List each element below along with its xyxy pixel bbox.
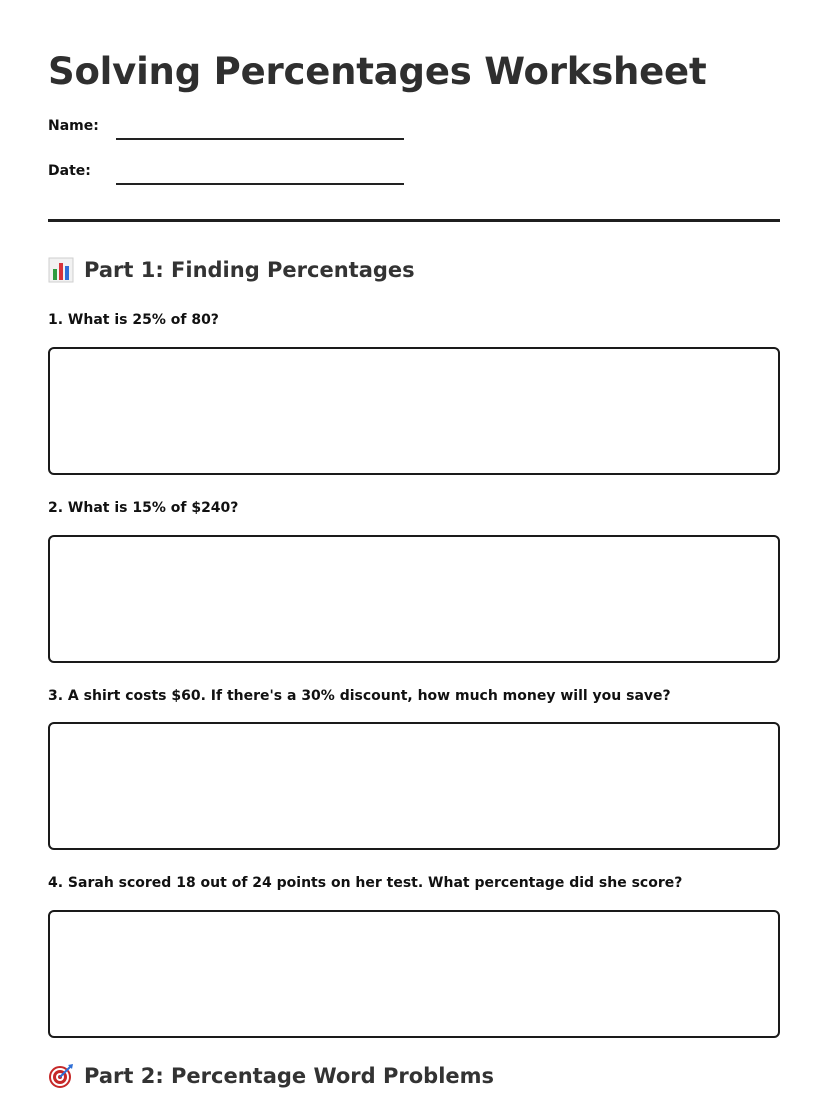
answer-box-3[interactable] <box>48 722 780 850</box>
date-field <box>48 161 408 185</box>
question-3: 3. A shirt costs $60. If there's a 30% discount, how much money will you save? <box>48 688 671 704</box>
bar-chart-icon <box>48 257 74 283</box>
section-title-part-2: Part 2: Percentage Word Problems <box>84 1064 495 1088</box>
answer-box-4[interactable] <box>48 910 780 1038</box>
worksheet-title: Solving Percentages Worksheet <box>48 50 707 93</box>
section-heading-part-1 <box>48 257 415 283</box>
target-dart-icon <box>48 1063 74 1089</box>
name-input-line[interactable] <box>116 138 404 140</box>
date-input-line[interactable] <box>116 183 404 185</box>
question-2: 2. What is 15% of $240? <box>48 500 239 516</box>
section-heading-part-2 <box>48 1063 494 1089</box>
question-4: 4. Sarah scored 18 out of 24 points on her test. What percentage did she score? <box>48 875 683 891</box>
question-1: 1. What is 25% of 80? <box>48 312 219 328</box>
answer-box-1[interactable] <box>48 347 780 475</box>
date-label: Date: <box>48 163 91 179</box>
name-field <box>48 116 408 140</box>
section-title-part-1: Part 1: Finding Percentages <box>84 258 415 282</box>
answer-box-2[interactable] <box>48 535 780 663</box>
header-divider <box>48 219 780 222</box>
name-label: Name: <box>48 118 99 134</box>
